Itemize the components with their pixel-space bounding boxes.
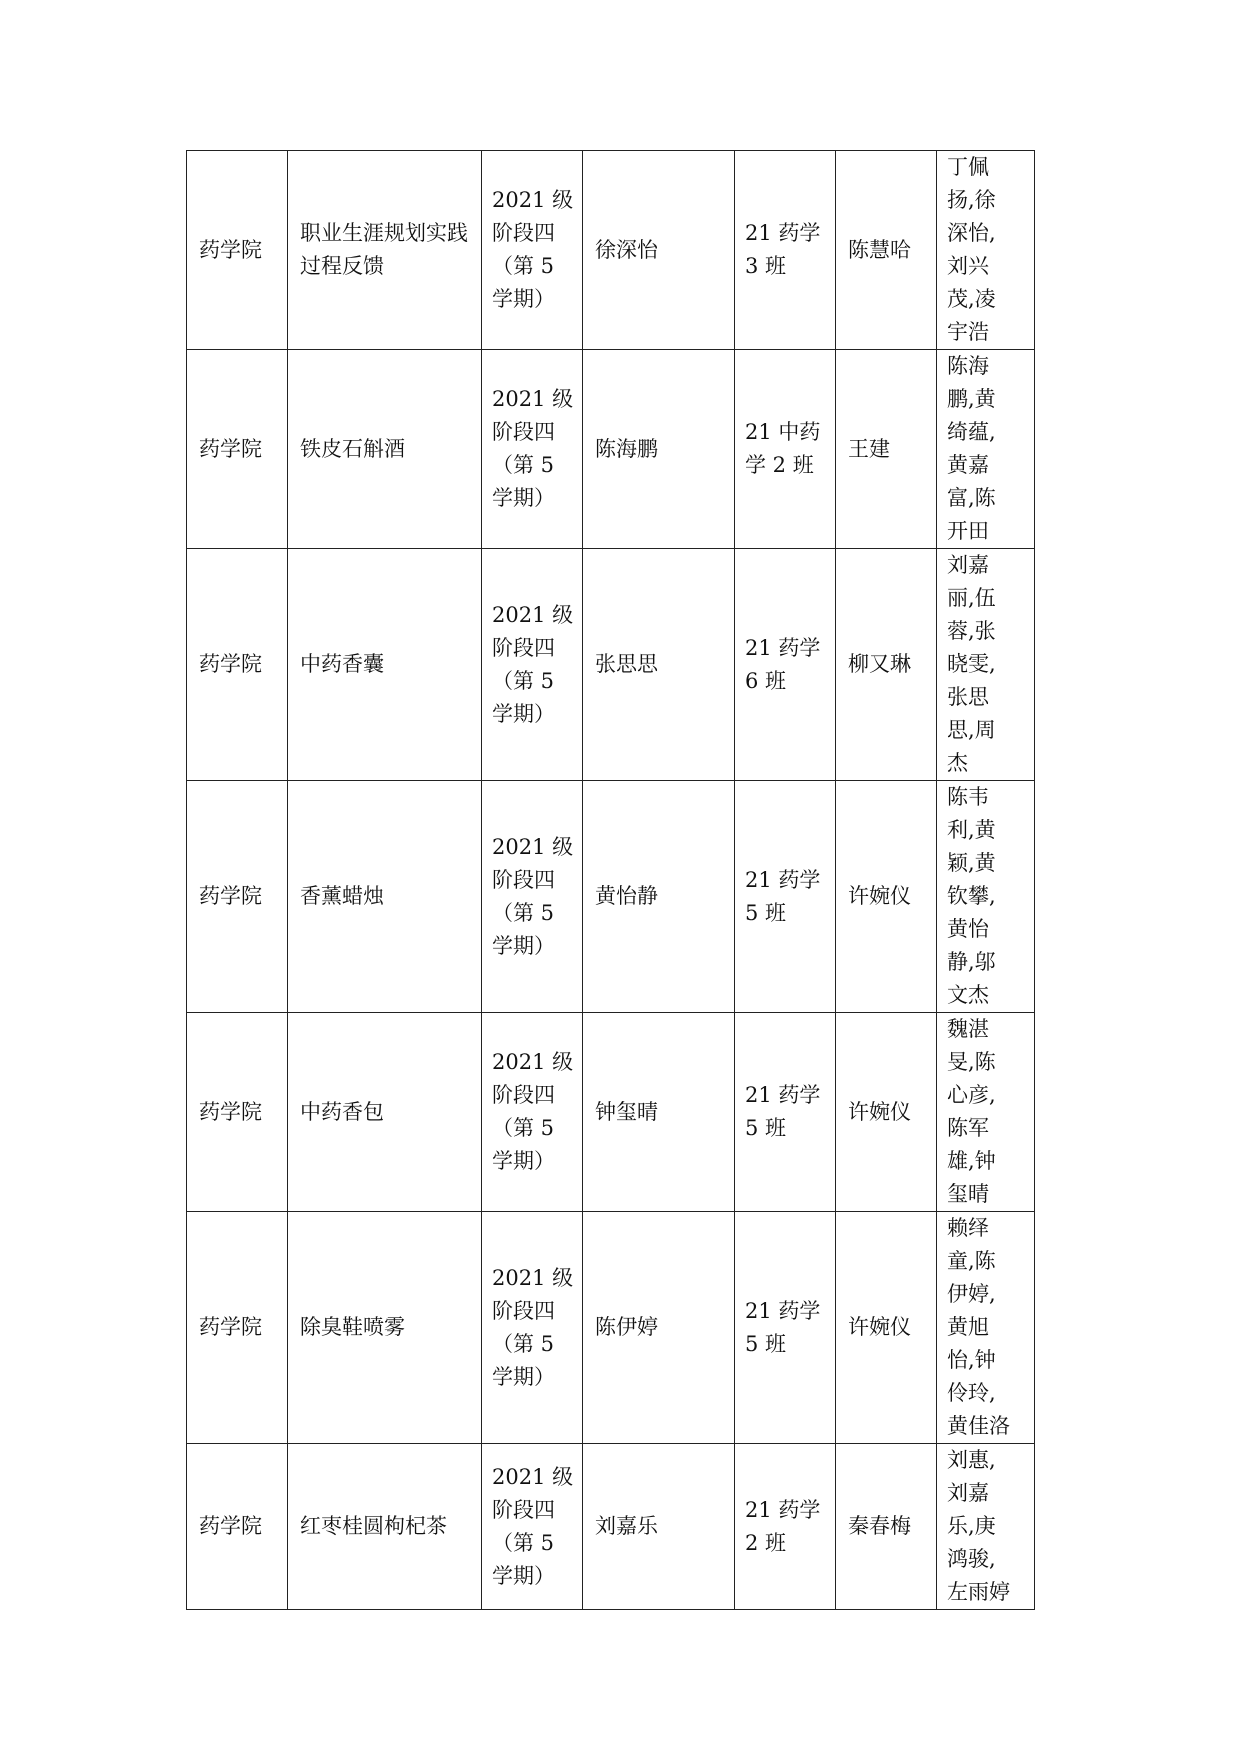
grade-stage-cell: 2021 级 阶段四 （第 5 学期） [482,350,583,549]
table-row [187,549,1035,781]
project-name-cell: 职业生涯规划实践过程反馈 [288,151,482,350]
leader-cell: 张思思 [583,549,735,781]
project-name-cell: 中药香包 [288,1013,482,1212]
table-row [187,1212,1035,1444]
project-name-cell: 中药香囊 [288,549,482,781]
table-row [187,781,1035,1013]
members-cell: 陈海 鹏,黄 绮蕴, 黄嘉 富,陈 开田 [937,350,1035,549]
project-name-cell: 香薰蜡烛 [288,781,482,1013]
table-row [187,1013,1035,1212]
grade-stage-cell: 2021 级 阶段四 （第 5 学期） [482,781,583,1013]
class-cell: 21 药学 5 班 [735,1013,836,1212]
members-cell: 刘嘉 丽,伍 蓉,张 晓雯, 张思 思,周 杰 [937,549,1035,781]
college-cell: 药学院 [187,781,288,1013]
members-cell: 丁佩 扬,徐 深怡, 刘兴 茂,凌 宇浩 [937,151,1035,350]
grade-stage-cell: 2021 级 阶段四 （第 5 学期） [482,1013,583,1212]
advisor-cell: 秦春梅 [836,1444,937,1610]
class-cell: 21 药学 3 班 [735,151,836,350]
advisor-cell: 许婉仪 [836,1212,937,1444]
class-cell: 21 药学 6 班 [735,549,836,781]
class-cell: 21 药学 2 班 [735,1444,836,1610]
project-roster-table [186,150,1035,1610]
advisor-cell: 许婉仪 [836,781,937,1013]
college-cell: 药学院 [187,350,288,549]
leader-cell: 陈伊婷 [583,1212,735,1444]
table-row [187,350,1035,549]
grade-stage-cell: 2021 级 阶段四 （第 5 学期） [482,1444,583,1610]
college-cell: 药学院 [187,1013,288,1212]
table-row [187,151,1035,350]
project-name-cell: 红枣桂圆枸杞茶 [288,1444,482,1610]
leader-cell: 徐深怡 [583,151,735,350]
members-cell: 刘惠, 刘嘉 乐,庚 鸿骏, 左雨婷 [937,1444,1035,1610]
grade-stage-cell: 2021 级 阶段四 （第 5 学期） [482,151,583,350]
class-cell: 21 药学 5 班 [735,781,836,1013]
grade-stage-cell: 2021 级 阶段四 （第 5 学期） [482,549,583,781]
college-cell: 药学院 [187,1444,288,1610]
college-cell: 药学院 [187,1212,288,1444]
table-row [187,1444,1035,1610]
class-cell: 21 药学 5 班 [735,1212,836,1444]
project-name-cell: 除臭鞋喷雾 [288,1212,482,1444]
leader-cell: 钟玺晴 [583,1013,735,1212]
class-cell: 21 中药 学 2 班 [735,350,836,549]
grade-stage-cell: 2021 级 阶段四 （第 5 学期） [482,1212,583,1444]
members-cell: 魏湛 旻,陈 心彦, 陈军 雄,钟 玺晴 [937,1013,1035,1212]
leader-cell: 黄怡静 [583,781,735,1013]
members-cell: 陈韦 利,黄 颖,黄 钦攀, 黄怡 静,邬 文杰 [937,781,1035,1013]
advisor-cell: 王建 [836,350,937,549]
members-cell: 赖绎 童,陈 伊婷, 黄旭 怡,钟 伶玲, 黄佳洛 [937,1212,1035,1444]
advisor-cell: 柳又琳 [836,549,937,781]
advisor-cell: 许婉仪 [836,1013,937,1212]
leader-cell: 陈海鹏 [583,350,735,549]
leader-cell: 刘嘉乐 [583,1444,735,1610]
college-cell: 药学院 [187,151,288,350]
project-name-cell: 铁皮石斛酒 [288,350,482,549]
college-cell: 药学院 [187,549,288,781]
advisor-cell: 陈慧哈 [836,151,937,350]
